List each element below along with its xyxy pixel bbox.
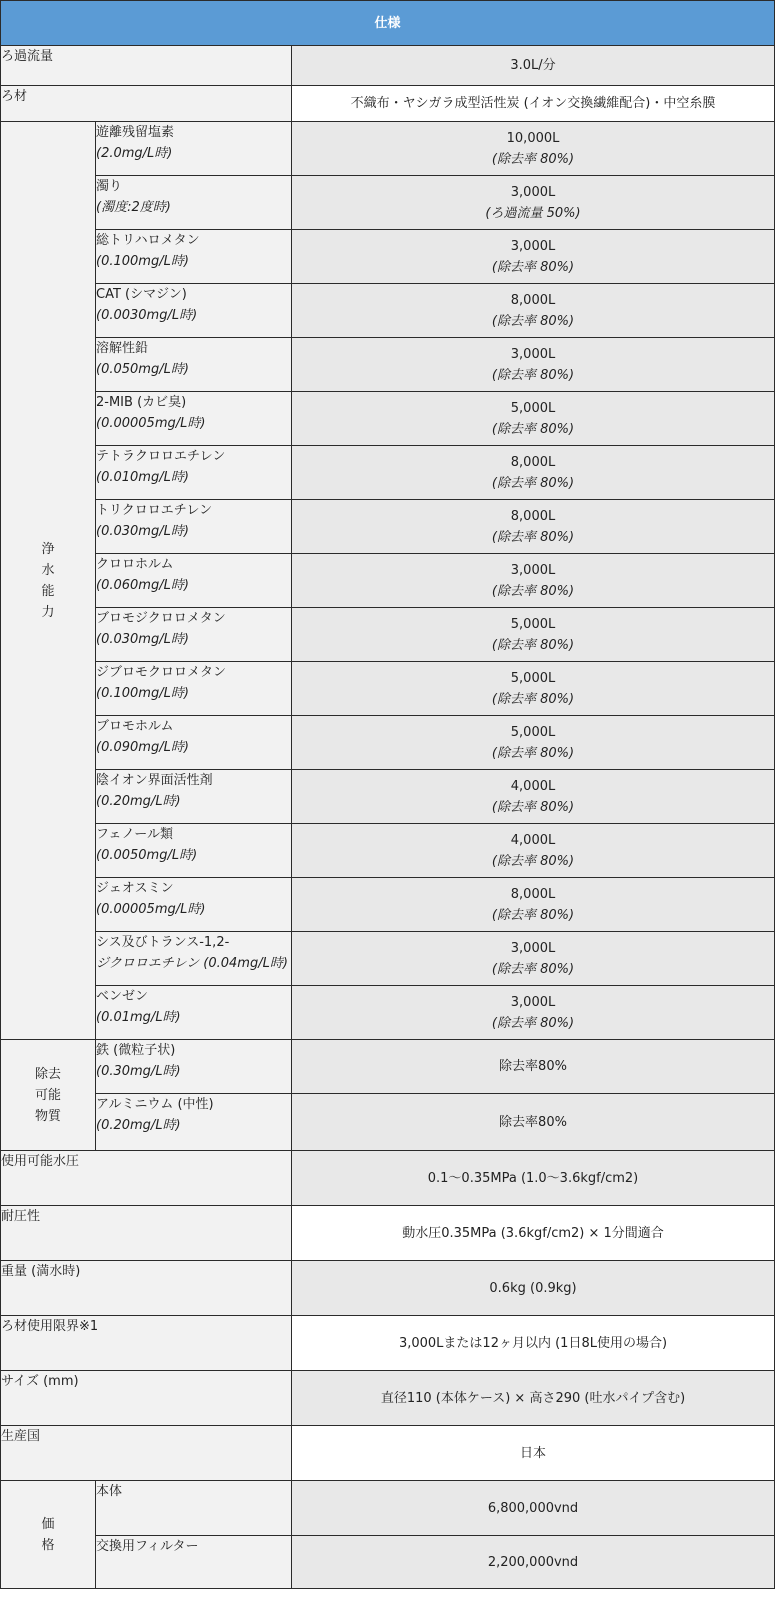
filter-limit-label: ろ材使用限界※1 — [1, 1316, 292, 1371]
capacity-amount: 8,000L — [510, 508, 556, 524]
price-group-char: 格 — [41, 1537, 55, 1553]
contaminant-cell — [96, 554, 292, 608]
size-value: 直径110 (本体ケース) × 高さ290 (吐水パイプ含む) — [292, 1371, 775, 1426]
removable-group-label — [1, 1040, 96, 1151]
purification-group-label — [1, 122, 96, 1040]
capacity-cell — [292, 878, 775, 932]
table-row — [1, 878, 775, 932]
capacity-note: (除去率 80%) — [491, 313, 575, 329]
capacity-amount: 5,000L — [510, 616, 556, 632]
capacity-note: (除去率 80%) — [491, 637, 575, 653]
table-row — [1, 1040, 775, 1094]
capacity-note: (除去率 80%) — [491, 151, 575, 167]
capacity-cell — [292, 986, 775, 1040]
origin-value: 日本 — [292, 1426, 775, 1481]
contaminant-condition: (0.100mg/L時) — [96, 686, 189, 701]
removal-rate: 除去率80% — [292, 1040, 775, 1094]
purification-group-char: 浄 — [41, 541, 55, 557]
pressure-value: 0.1〜0.35MPa (1.0〜3.6kgf/cm2) — [292, 1151, 775, 1206]
weight-value: 0.6kg (0.9kg) — [292, 1261, 775, 1316]
capacity-note: (除去率 80%) — [491, 475, 575, 491]
capacity-note: (除去率 80%) — [491, 529, 575, 545]
substance-name: 鉄 (微粒子状) — [96, 1043, 176, 1058]
price-item-value: 6,800,000vnd — [292, 1481, 775, 1536]
capacity-note: (除去率 80%) — [491, 583, 575, 599]
contaminant-name: CAT (シマジン) — [96, 287, 187, 302]
contaminant-name: フェノール類 — [96, 827, 173, 842]
capacity-amount: 8,000L — [510, 886, 556, 902]
contaminant-cell — [96, 716, 292, 770]
price-group-char: 価 — [41, 1516, 55, 1532]
contaminant-cell — [96, 338, 292, 392]
contaminant-name: 遊離残留塩素 — [96, 125, 175, 140]
contaminant-cell — [96, 932, 292, 986]
table-title: 仕様 — [1, 1, 775, 46]
capacity-note: (除去率 80%) — [491, 907, 575, 923]
capacity-cell — [292, 446, 775, 500]
capacity-note: (除去率 80%) — [491, 421, 575, 437]
capacity-amount: 5,000L — [510, 724, 556, 740]
removable-group-char: 除去 — [34, 1066, 61, 1082]
capacity-amount: 3,000L — [510, 184, 556, 200]
capacity-cell — [292, 500, 775, 554]
capacity-cell — [292, 392, 775, 446]
contaminant-cell — [96, 824, 292, 878]
capacity-note: (除去率 80%) — [491, 1015, 575, 1031]
capacity-cell — [292, 230, 775, 284]
contaminant-condition: (0.0030mg/L時) — [96, 308, 198, 323]
substance-cell — [96, 1094, 292, 1151]
contaminant-cell — [96, 176, 292, 230]
contaminant-condition: (0.090mg/L時) — [96, 740, 189, 755]
table-row — [1, 986, 775, 1040]
capacity-amount: 5,000L — [510, 400, 556, 416]
table-row — [1, 662, 775, 716]
capacity-amount: 3,000L — [510, 940, 556, 956]
contaminant-name: ジブロモクロロメタン — [96, 665, 227, 680]
capacity-amount: 8,000L — [510, 454, 556, 470]
contaminant-cell — [96, 986, 292, 1040]
contaminant-condition: (0.060mg/L時) — [96, 578, 189, 593]
contaminant-condition: (0.050mg/L時) — [96, 362, 189, 377]
contaminant-name: ジェオスミン — [96, 881, 174, 896]
contaminant-condition: (0.030mg/L時) — [96, 524, 189, 539]
durability-value: 動水圧0.35MPa (3.6kgf/cm2) × 1分間適合 — [292, 1206, 775, 1261]
contaminant-condition: (0.20mg/L時) — [96, 794, 181, 809]
capacity-cell — [292, 608, 775, 662]
contaminant-condition: (0.0050mg/L時) — [96, 848, 198, 863]
price-item-name: 本体 — [96, 1481, 292, 1536]
contaminant-condition: (0.01mg/L時) — [96, 1010, 181, 1025]
table-row — [1, 500, 775, 554]
capacity-amount: 3,000L — [510, 562, 556, 578]
capacity-cell — [292, 770, 775, 824]
table-row — [1, 284, 775, 338]
capacity-cell — [292, 176, 775, 230]
contaminant-name: トリクロロエチレン — [96, 503, 213, 518]
table-row — [1, 824, 775, 878]
durability-label: 耐圧性 — [1, 1206, 292, 1261]
substance-name: アルミニウム (中性) — [96, 1097, 214, 1112]
filter-material-label: ろ材 — [1, 86, 292, 122]
removable-group-char: 物質 — [34, 1108, 61, 1124]
purification-group-char: 能 — [41, 583, 55, 599]
capacity-cell — [292, 284, 775, 338]
contaminant-name: テトラクロロエチレン — [96, 449, 226, 464]
contaminant-name: 2-MIB (カビ臭) — [96, 395, 187, 410]
removal-rate: 除去率80% — [292, 1094, 775, 1151]
contaminant-cell — [96, 122, 292, 176]
capacity-cell — [292, 932, 775, 986]
capacity-amount: 5,000L — [510, 670, 556, 686]
table-row — [1, 1536, 775, 1589]
capacity-note: (ろ過流量 50%) — [485, 205, 581, 221]
filter-material-value: 不織布・ヤシガラ成型活性炭 (イオン交換繊維配合)・中空糸膜 — [292, 86, 775, 122]
weight-label: 重量 (満水時) — [1, 1261, 292, 1316]
capacity-amount: 3,000L — [510, 346, 556, 362]
pressure-label: 使用可能水圧 — [1, 1151, 292, 1206]
flow-rate-value: 3.0L/分 — [292, 46, 775, 86]
contaminant-condition: (濁度:2度時) — [96, 200, 171, 215]
capacity-note: (除去率 80%) — [491, 799, 575, 815]
contaminant-condition: (0.00005mg/L時) — [96, 902, 206, 917]
capacity-amount: 10,000L — [506, 130, 560, 146]
capacity-cell — [292, 338, 775, 392]
capacity-note: (除去率 80%) — [491, 367, 575, 383]
capacity-note: (除去率 80%) — [491, 961, 575, 977]
contaminant-cell — [96, 230, 292, 284]
table-row — [1, 392, 775, 446]
contaminant-name: 溶解性鉛 — [96, 341, 149, 356]
table-row — [1, 716, 775, 770]
table-row — [1, 230, 775, 284]
price-item-value: 2,200,000vnd — [292, 1536, 775, 1589]
contaminant-name: 陰イオン界面活性剤 — [96, 773, 213, 788]
origin-label: 生産国 — [1, 1426, 292, 1481]
capacity-amount: 4,000L — [510, 832, 556, 848]
table-row — [1, 338, 775, 392]
table-row — [1, 554, 775, 608]
capacity-amount: 4,000L — [510, 778, 556, 794]
substance-cell — [96, 1040, 292, 1094]
contaminant-condition: (0.100mg/L時) — [96, 254, 189, 269]
contaminant-name: ベンゼン — [96, 989, 149, 1004]
table-row — [1, 176, 775, 230]
substance-condition: (0.20mg/L時) — [96, 1118, 181, 1133]
contaminant-cell — [96, 662, 292, 716]
contaminant-name: ブロモホルム — [96, 719, 174, 734]
flow-rate-label: ろ過流量 — [1, 46, 292, 86]
table-row — [1, 446, 775, 500]
capacity-cell — [292, 122, 775, 176]
contaminant-cell — [96, 770, 292, 824]
capacity-amount: 8,000L — [510, 292, 556, 308]
contaminant-condition: (0.00005mg/L時) — [96, 416, 206, 431]
filter-limit-value: 3,000Lまたは12ヶ月以内 (1日8L使用の場合) — [292, 1316, 775, 1371]
contaminant-cell — [96, 284, 292, 338]
price-item-name: 交換用フィルター — [96, 1536, 292, 1589]
contaminant-condition: ジクロロエチレン (0.04mg/L時) — [96, 956, 288, 971]
removable-group-char: 可能 — [34, 1087, 61, 1103]
contaminant-cell — [96, 392, 292, 446]
size-label: サイズ (mm) — [1, 1371, 292, 1426]
contaminant-cell — [96, 500, 292, 554]
table-row — [1, 1481, 775, 1536]
purification-group-char: 水 — [41, 562, 55, 578]
contaminant-name: シス及びトランス-1,2- — [96, 935, 230, 950]
table-row — [1, 608, 775, 662]
capacity-note: (除去率 80%) — [491, 691, 575, 707]
contaminant-cell — [96, 446, 292, 500]
purification-group-char: 力 — [41, 604, 55, 620]
contaminant-name: 総トリハロメタン — [96, 233, 200, 248]
contaminant-condition: (0.030mg/L時) — [96, 632, 189, 647]
capacity-amount: 3,000L — [510, 238, 556, 254]
substance-condition: (0.30mg/L時) — [96, 1064, 181, 1079]
contaminant-cell — [96, 878, 292, 932]
capacity-cell — [292, 716, 775, 770]
capacity-cell — [292, 662, 775, 716]
capacity-note: (除去率 80%) — [491, 853, 575, 869]
contaminant-name: 濁り — [96, 179, 123, 194]
contaminant-name: クロロホルム — [96, 557, 174, 572]
capacity-cell — [292, 824, 775, 878]
capacity-note: (除去率 80%) — [491, 745, 575, 761]
table-row — [1, 1094, 775, 1151]
table-row — [1, 770, 775, 824]
contaminant-cell — [96, 608, 292, 662]
table-row — [1, 932, 775, 986]
capacity-note: (除去率 80%) — [491, 259, 575, 275]
table-row — [1, 122, 775, 176]
capacity-cell — [292, 554, 775, 608]
capacity-amount: 3,000L — [510, 994, 556, 1010]
price-group-label — [1, 1481, 96, 1589]
contaminant-condition: (2.0mg/L時) — [96, 146, 173, 161]
contaminant-condition: (0.010mg/L時) — [96, 470, 189, 485]
contaminant-name: ブロモジクロロメタン — [96, 611, 226, 626]
